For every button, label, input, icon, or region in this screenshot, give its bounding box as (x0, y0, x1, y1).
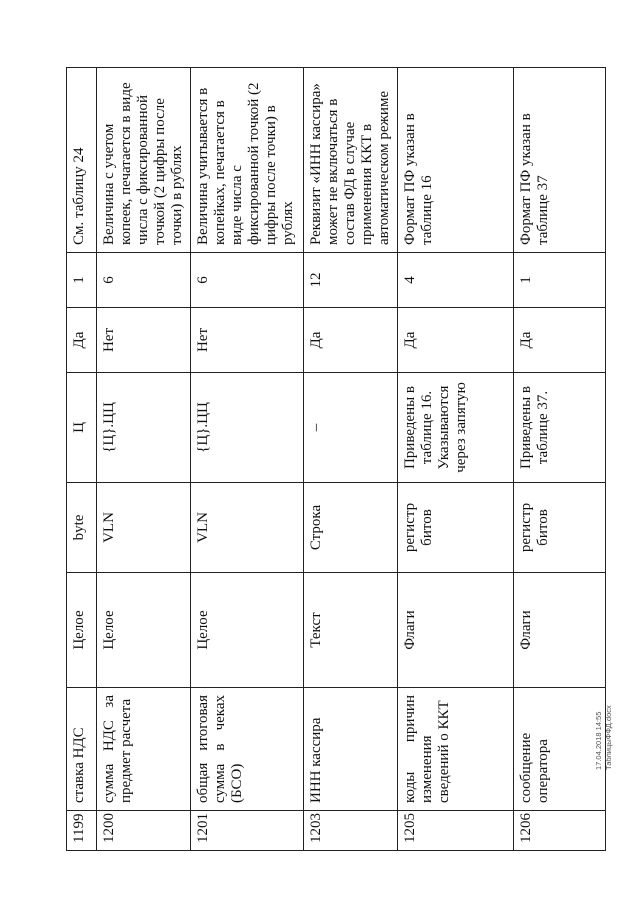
attr-value: Приведены в таблице 37. (514, 373, 606, 483)
attr-code: 1203 (304, 811, 398, 851)
table-row (398, 68, 514, 851)
attr-format: VLN (191, 483, 304, 573)
stamp-date: 17.04.2018 14:55 (594, 711, 603, 770)
attr-value: Приведены в таблице 16. Указываются через запятую (398, 373, 514, 483)
attr-format: byte (67, 483, 97, 573)
attr-required: Нет (191, 308, 304, 373)
attr-required: Да (398, 308, 514, 373)
attr-length: 4 (398, 253, 514, 308)
table-row (191, 68, 304, 851)
attr-name: сообщение оператора (514, 688, 606, 811)
attr-length: 1 (67, 253, 97, 308)
attr-name: сумма НДС за предмет расчета (97, 688, 191, 811)
table-row (304, 68, 398, 851)
table-row (67, 68, 97, 851)
attr-notes: Величина учитывается в копейках, печатается в виде числа с фиксированной точкой (2 цифры после точки) в рублях (191, 68, 304, 253)
attr-type: Целое (97, 573, 191, 688)
attr-length: 6 (191, 253, 304, 308)
fiscal-attributes-table (66, 67, 606, 851)
attr-format: регистр битов (514, 483, 606, 573)
attr-notes: Формат ПФ указан в таблице 16 (398, 68, 514, 253)
stamp-filename: ТаблицыФФД.docx (604, 705, 613, 770)
attr-format: VLN (97, 483, 191, 573)
attr-name: ставка НДС (67, 688, 97, 811)
attr-value: {Ц}.ЦЦ (97, 373, 191, 483)
attr-notes: Величина с учетом копеек, печатается в виде числа с фиксированной точкой (2 цифры после точки) в рублях (97, 68, 191, 253)
attr-required: Да (67, 308, 97, 373)
attr-notes: См. таблицу 24 (67, 68, 97, 253)
attr-type: Текст (304, 573, 398, 688)
attr-value: {Ц}.ЦЦ (191, 373, 304, 483)
attr-code: 1206 (514, 811, 606, 851)
attr-name: общая итоговая сумма в чеках (БСО) (191, 688, 304, 811)
attr-type: Целое (191, 573, 304, 688)
attr-required: Да (514, 308, 606, 373)
attr-code: 1205 (398, 811, 514, 851)
attr-length: 1 (514, 253, 606, 308)
attr-format: Строка (304, 483, 398, 573)
attr-type: Целое (67, 573, 97, 688)
attr-required: Нет (97, 308, 191, 373)
attr-code: 1199 (67, 811, 97, 851)
attr-code: 1200 (97, 811, 191, 851)
attr-value: Ц (67, 373, 97, 483)
attr-notes: Формат ПФ указан в таблице 37 (514, 68, 606, 253)
attr-length: 12 (304, 253, 398, 308)
attr-name: ИНН кассира (304, 688, 398, 811)
attr-code: 1201 (191, 811, 304, 851)
attr-required: Да (304, 308, 398, 373)
attr-value: – (304, 373, 398, 483)
attr-type: Флаги (398, 573, 514, 688)
attr-format: регистр битов (398, 483, 514, 573)
attr-notes: Реквизит «ИНН кассира» может не включаться в состав ФД в случае применения ККТ в автоматическом режиме (304, 68, 398, 253)
table-row (514, 68, 606, 851)
attr-length: 6 (97, 253, 191, 308)
attr-type: Флаги (514, 573, 606, 688)
attr-name: коды причин изменения сведений о ККТ (398, 688, 514, 811)
print-stamp (594, 705, 614, 770)
table-row (97, 68, 191, 851)
